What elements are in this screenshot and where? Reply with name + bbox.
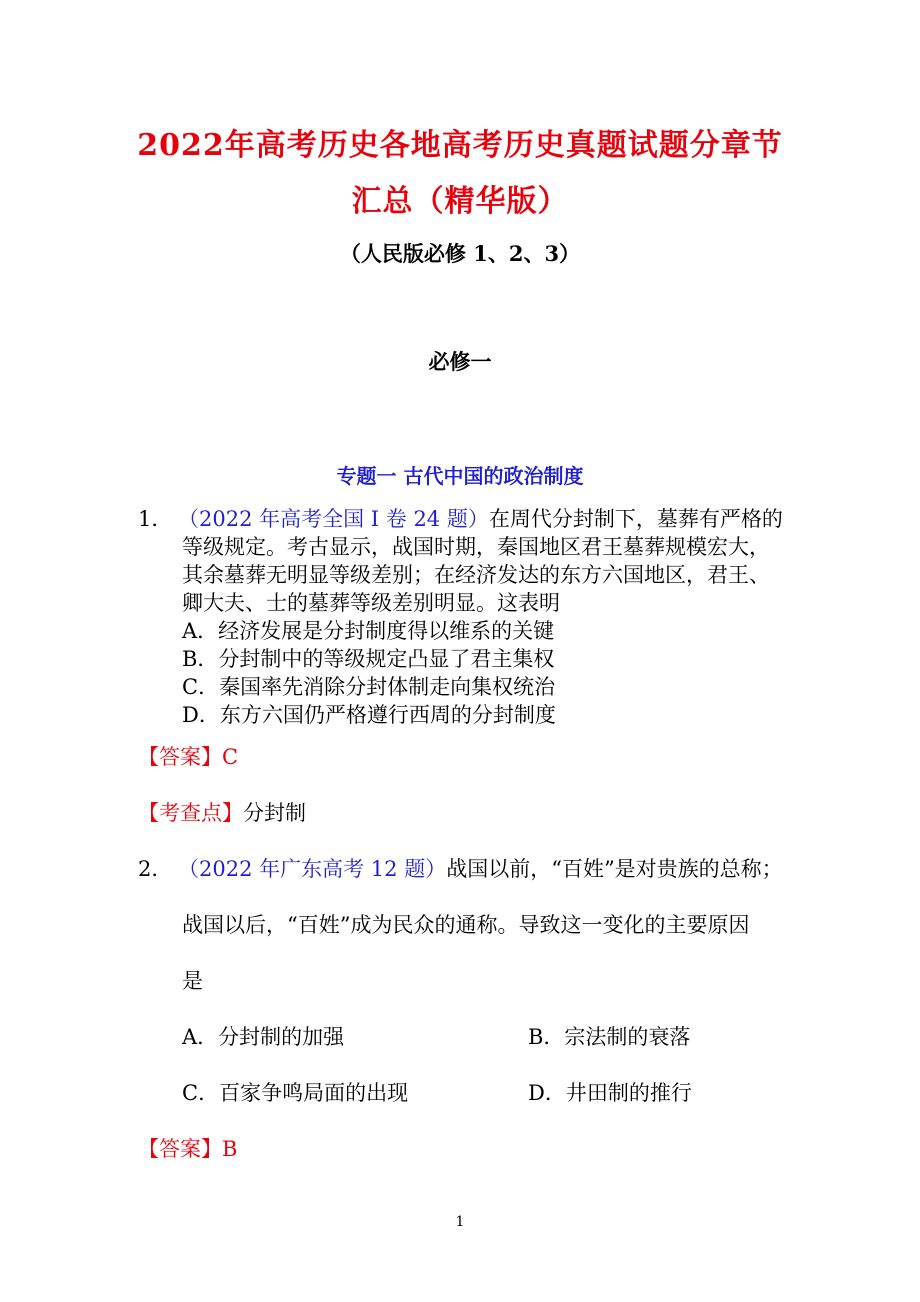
option-b: B．宗法制的衰落 — [528, 1025, 691, 1049]
edition-subtitle: （人民版必修 1、2、3） — [339, 241, 581, 266]
question-stem-line — [178, 853, 783, 883]
page-number: 1 — [455, 1214, 465, 1230]
document-title-line2: 汇总（精华版） — [351, 184, 569, 219]
question-source: （2022 年高考全国 I 卷 24 题） — [178, 507, 489, 531]
question-text: 战国以前，“百姓”是对贵族的总称； — [446, 857, 783, 881]
option-c: C．秦国率先消除分封体制走向集权统治 — [182, 675, 556, 699]
option-a: A．经济发展是分封制度得以维系的关键 — [182, 619, 555, 643]
question-source: （2022 年广东高考 12 题） — [178, 857, 447, 881]
option-d: D．东方六国仍严格遵行西周的分封制度 — [182, 703, 556, 727]
option-a: A．分封制的加强 — [182, 1025, 345, 1049]
question-number: 1． — [138, 507, 173, 531]
option-b: B．分封制中的等级规定凸显了君主集权 — [182, 647, 555, 671]
document-title-line1: 2022年高考历史各地高考历史真题试题分章节 — [137, 128, 783, 163]
option-d: D．井田制的推行 — [528, 1081, 692, 1105]
exam-point-line — [138, 797, 306, 827]
answer-label: 【答案】 — [138, 1137, 222, 1161]
answer-value: B — [222, 1137, 238, 1161]
question-stem-line: 其余墓葬无明显等级差别；在经济发达的东方六国地区，君王、 — [182, 563, 770, 587]
question-number: 2． — [138, 857, 173, 881]
question-stem-line: 卿大夫、士的墓葬等级差别明显。这表明 — [182, 591, 560, 615]
answer-line — [138, 1133, 237, 1163]
question-text: 在周代分封制下，墓葬有严格的 — [488, 507, 783, 531]
exam-point-value: 分封制 — [243, 801, 306, 825]
answer-line — [138, 741, 238, 771]
question-stem-line: 是 — [182, 969, 203, 993]
question-stem-line: 等级规定。考古显示，战国时期，秦国地区君王墓葬规模宏大， — [182, 535, 770, 559]
exam-point-label: 【考查点】 — [138, 801, 243, 825]
answer-value: C — [222, 745, 239, 769]
answer-label: 【答案】 — [138, 745, 222, 769]
section-heading: 必修一 — [428, 349, 492, 374]
option-c: C．百家争鸣局面的出现 — [182, 1081, 409, 1105]
question-stem-line — [178, 503, 783, 533]
question-stem-line: 战国以后，“百姓”成为民众的通称。导致这一变化的主要原因 — [182, 913, 750, 937]
topic-heading: 专题一 古代中国的政治制度 — [336, 464, 584, 488]
